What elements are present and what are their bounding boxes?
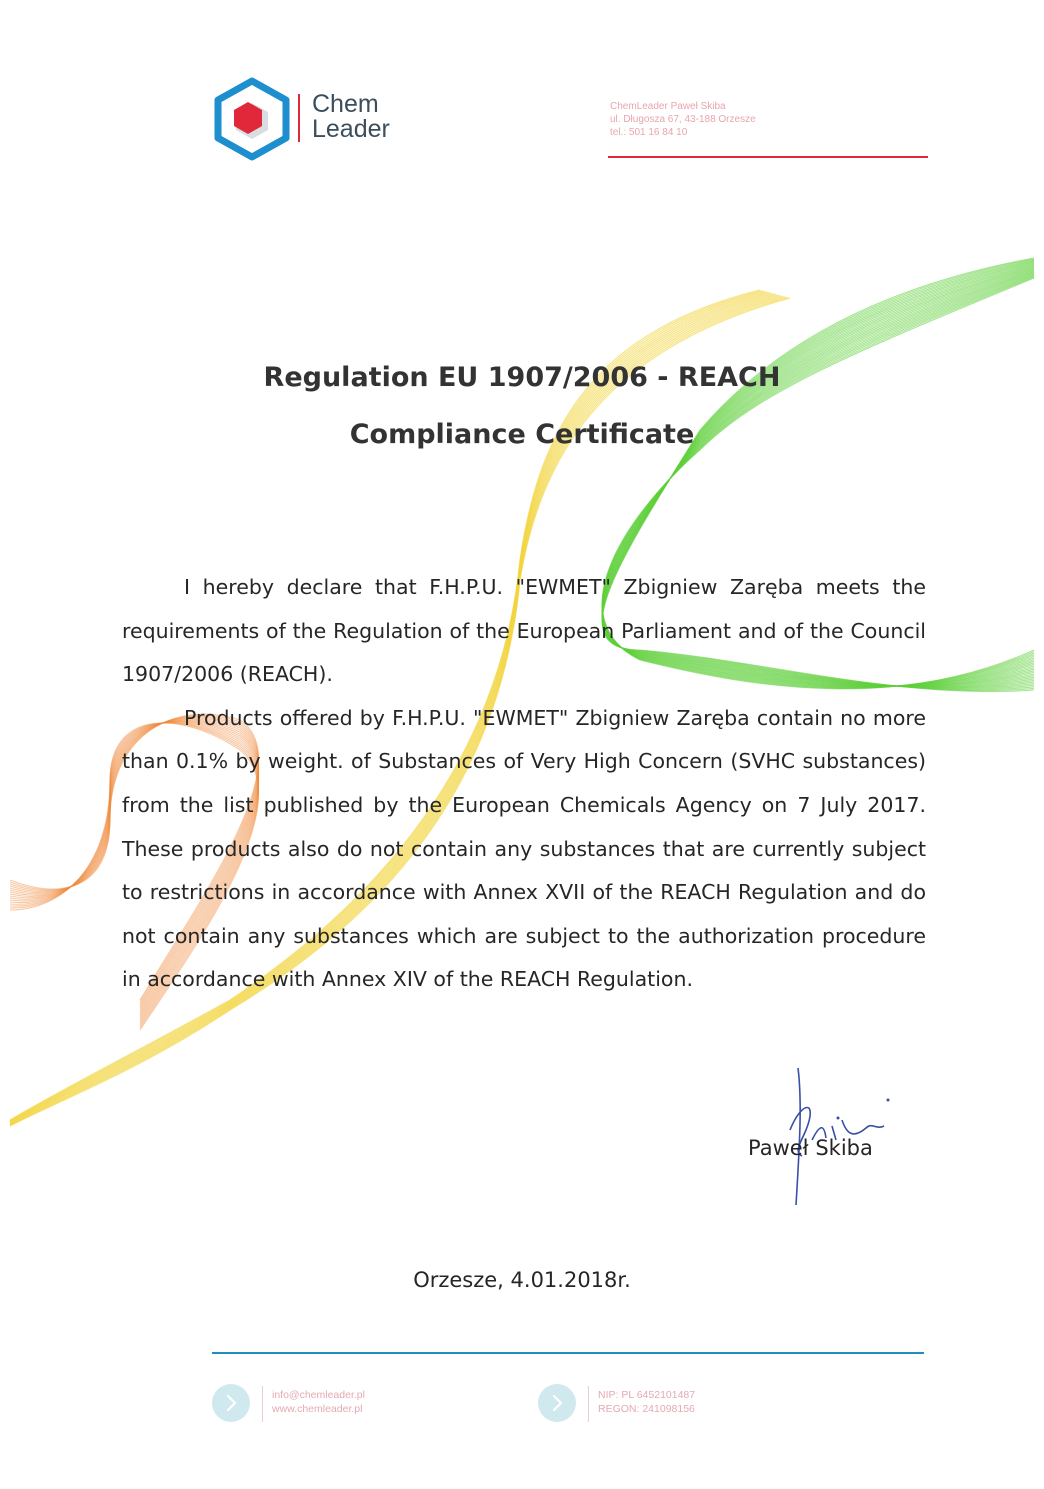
header-divider-line [608, 156, 928, 158]
declaration-body [122, 566, 926, 1002]
logo-line-1: Chem [312, 90, 379, 118]
declaration-paragraph-2: Products offered by F.H.P.U. "EWMET" Zbigniew Zaręba contain no more than 0.1% by weight. of Substances of Very High Concern (SVHC substances) from the list published by the European Chemicals Agency on 7 July 2017. These products also do not contain any substances that are currently subject to restrictions in accordance with Annex XVII of the REACH Regulation and do not contain any substances which are subject to the authorization procedure in accordance with Annex XIV of the REACH Regulation. [122, 705, 926, 992]
footer-regon: REGON: 241098156 [598, 1403, 695, 1415]
footer-contact [272, 1388, 365, 1416]
footer-nip: NIP: PL 6452101487 [598, 1389, 696, 1401]
chevron-right-icon [538, 1384, 576, 1422]
footer-email: info@chemleader.pl [272, 1389, 365, 1401]
company-phone: tel.: 501 16 84 10 [610, 127, 688, 138]
hexagon-logo-icon [212, 76, 292, 162]
footer-website: www.chemleader.pl [272, 1403, 363, 1415]
declaration-paragraph-1: I hereby declare that F.H.P.U. "EWMET" Zbigniew Zaręba meets the requirements of the Regulation of the European Parliament and of the Council 1907/2006 (REACH). [122, 575, 926, 687]
footer-registration [598, 1388, 695, 1416]
chevron-right-icon [212, 1384, 250, 1422]
handwritten-signature [772, 1060, 892, 1210]
footer-separator [588, 1386, 589, 1422]
logo-wordmark [312, 92, 390, 142]
footer-divider-line [212, 1352, 924, 1354]
document-title: Regulation EU 1907/2006 - REACH [263, 362, 781, 393]
logo-line-2: Leader [312, 115, 390, 143]
signatory-name: Paweł Skiba [748, 1136, 873, 1160]
company-name: ChemLeader Paweł Skiba [610, 101, 726, 112]
document-subtitle: Compliance Certificate [349, 419, 695, 450]
place-and-date: Orzesze, 4.01.2018r. [413, 1268, 631, 1292]
company-address: ul. Długosza 67, 43-188 Orzesze [610, 114, 756, 125]
logo-divider [298, 94, 300, 142]
company-info [610, 100, 756, 139]
footer-separator [262, 1386, 263, 1422]
